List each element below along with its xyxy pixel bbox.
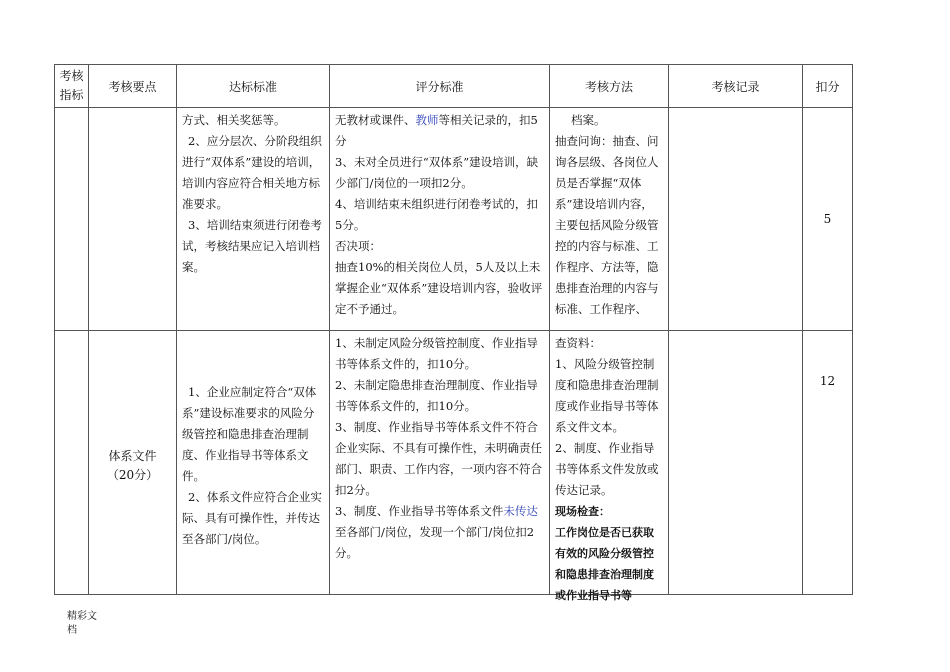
standard-line: 2、应分层次、分阶段组织进行“双体系”建设的培训，培训内容应符合相关地方标准要求。 [182, 134, 322, 211]
not-conveyed-link[interactable]: 未传达 [503, 504, 538, 518]
standard-line: 1、企业应制定符合“双体系”建设标准要求的风险分级管控和隐患排查治理制度、作业指导书等体系文件。 [182, 385, 317, 483]
footer-line: 档 [67, 625, 77, 636]
header-record: 考核记录 [669, 65, 803, 108]
indicator-cell [55, 108, 89, 331]
scoring-cell [330, 108, 550, 331]
method-bold-line: 工作岗位是否已获取有效的风险分级管控和隐患排查治理制度或作业指导书等 [555, 526, 654, 602]
scoring-line: 抽查10%的相关岗位人员，5人及以上未掌握企业“双体系”建设培训内容，验收评定不予通过。 [335, 260, 543, 316]
header-row [55, 65, 853, 108]
indicator-name: 体系文件 [108, 449, 157, 463]
method-line: 2、制度、作业指导书等体系文件发放或传达记录。 [555, 441, 659, 497]
scoring-cell [330, 331, 550, 595]
method-line: 抽查问询：抽查、问询各层级、各岗位人员是否掌握“双体系”建设培训内容，主要包括风险分级管控的内容与标准、工作程序、方法等，隐患排查治理的内容与标准、工作程序、 [555, 134, 659, 316]
standard-cell [177, 331, 330, 595]
record-cell [669, 108, 803, 331]
header-key-points: 考核要点 [89, 65, 177, 108]
scoring-line: 否决项： [335, 239, 381, 253]
method-bold-line: 现场检查： [555, 505, 610, 518]
deduction-cell [803, 108, 853, 331]
scoring-line [335, 110, 544, 152]
standard-line: 2、体系文件应符合企业实际、具有可操作性，并传达至各部门/岗位。 [182, 490, 322, 546]
deduction-cell [803, 331, 853, 595]
method-cell [550, 331, 669, 602]
standard-line: 3、培训结束须进行闭卷考试，考核结果应记入培训档案。 [182, 218, 322, 274]
scoring-line: 3、制度、作业指导书等体系文件不符合企业实际、不具有可操作性，未明确责任部门、职责、工作内容，一项内容不符合扣2分。 [335, 420, 542, 497]
method-line: 1、风险分级管控制度和隐患排查治理制度或作业指导书等体系文件文本。 [555, 357, 659, 434]
header-scoring: 评分标准 [330, 65, 550, 108]
deduction-value: 5 [823, 212, 832, 226]
table-row [55, 108, 853, 331]
method-line: 档案。 [571, 113, 606, 127]
indicator-score: （20分） [106, 468, 159, 482]
header-indicator: 考核指标 [55, 65, 89, 108]
scoring-text: 等相关记录的，扣5分 [335, 113, 538, 148]
scoring-line: 1、未制定风险分级管控制度、作业指导书等体系文件的，扣10分。 [335, 336, 538, 371]
footer-note [67, 610, 97, 638]
standard-line: 方式、相关奖惩等。 [182, 113, 286, 127]
key-points-cell [89, 331, 177, 595]
assessment-table [54, 64, 853, 602]
deduction-value: 12 [819, 374, 836, 388]
footer-line: 精彩文 [67, 611, 97, 622]
indicator-cell [55, 331, 89, 595]
scoring-text: 至各部门/岗位，发现一个部门/岗位扣2分。 [335, 525, 535, 560]
record-cell [669, 331, 803, 595]
standard-cell [177, 108, 330, 331]
teacher-link[interactable]: 教师 [415, 113, 439, 127]
key-points-cell [89, 108, 177, 331]
scoring-line: 4、培训结束未组织进行闭卷考试的，扣5分。 [335, 197, 538, 232]
table-row [55, 331, 853, 595]
header-deduction: 扣分 [803, 65, 853, 108]
scoring-line [335, 501, 544, 564]
scoring-line: 2、未制定隐患排查治理制度、作业指导书等体系文件的，扣10分。 [335, 378, 538, 413]
scoring-line: 3、未对全员进行“双体系”建设培训，缺少部门/岗位的一项扣2分。 [335, 155, 539, 190]
scoring-text: 3、制度、作业指导书等体系文件 [335, 504, 504, 518]
method-cell [550, 108, 669, 331]
header-standard: 达标标准 [177, 65, 330, 108]
scoring-text: 无教材或课件、 [335, 113, 416, 127]
method-line: 查资料： [555, 336, 601, 350]
header-method: 考核方法 [550, 65, 669, 108]
